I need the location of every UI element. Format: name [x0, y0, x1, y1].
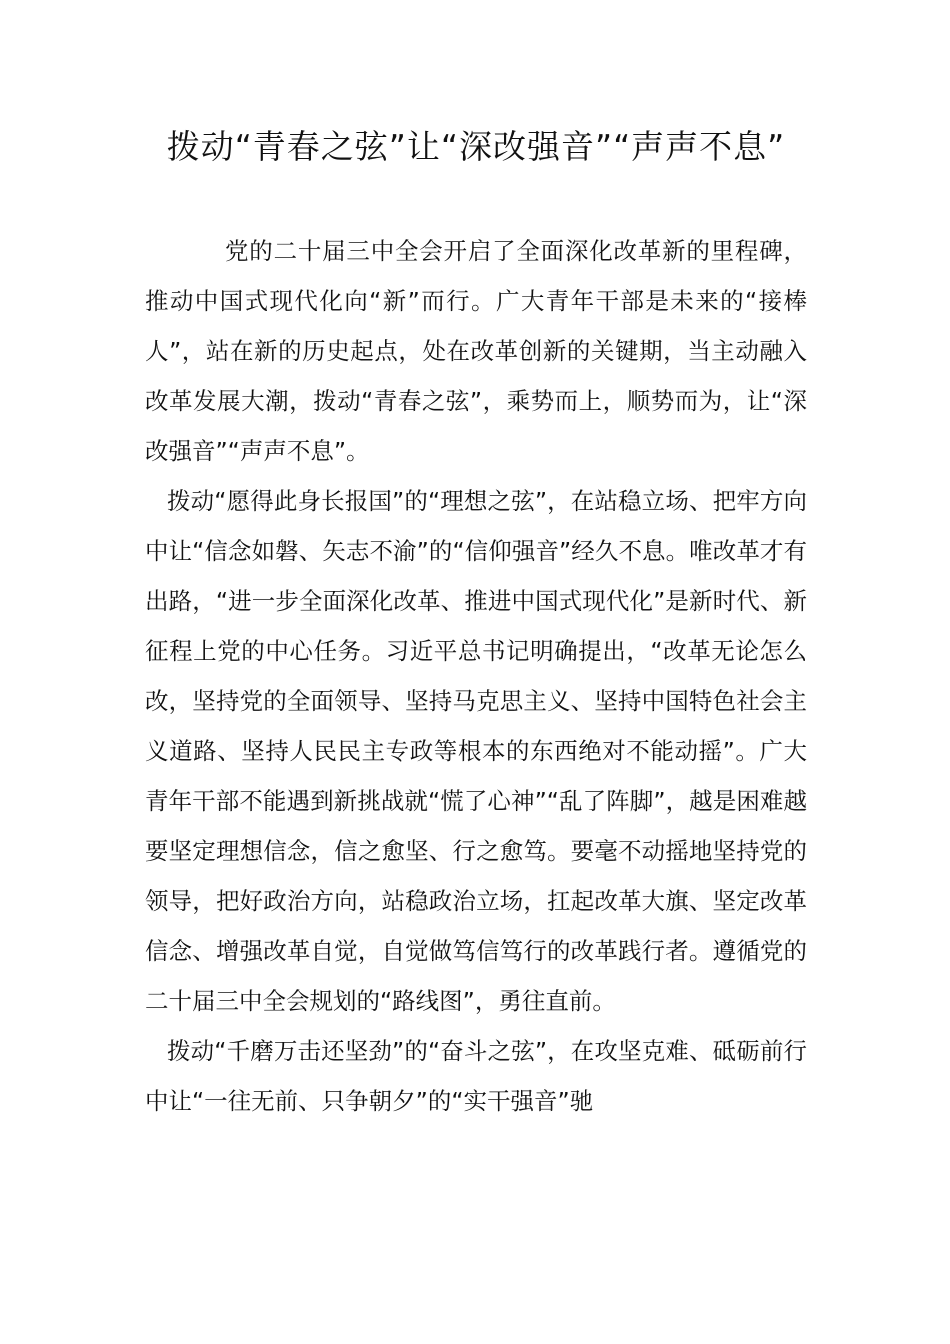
- paragraph-2: 拨动“愿得此身长报国”的“理想之弦”，在站稳立场、把牢方向中让“信念如磐、矢志不渝”的“信仰强音”经久不息。唯改革才有出路，“进一步全面深化改革、推进中国式现代化”是新时代、新征程上党的中心任务。习近平总书记明确提出，“改革无论怎么改，坚持党的全面领导、坚持马克思主义、坚持中国特色社会主义道路、坚持人民民主专政等根本的东西绝对不能动摇”。广大青年干部不能遇到新挑战就“慌了心神”“乱了阵脚”，越是困难越要坚定理想信念，信之愈坚、行之愈笃。要毫不动摇地坚持党的领导，把好政治方向，站稳政治立场，扛起改革大旗、坚定改革信念、增强改革自觉，自觉做笃信笃行的改革践行者。遵循党的二十届三中全会规划的“路线图”，勇往直前。: [145, 487, 807, 1015]
- paragraph-3: 拨动“千磨万击还坚劲”的“奋斗之弦”，在攻坚克难、砥砺前行中让“一往无前、只争朝夕”的“实干强音”驰: [145, 1037, 807, 1115]
- paragraph-1: 党的二十届三中全会开启了全面深化改革新的里程碑，推动中国式现代化向“新”而行。广大青年干部是未来的“接棒人”，站在新的历史起点，处在改革创新的关键期，当主动融入改革发展大潮，拨动“青春之弦”，乘势而上，顺势而为，让“深改强音”“声声不息”。: [145, 237, 807, 465]
- document-body: [145, 226, 807, 1126]
- document-title: 拨动“青春之弦”让“深改强音”“声声不息”: [166, 127, 786, 166]
